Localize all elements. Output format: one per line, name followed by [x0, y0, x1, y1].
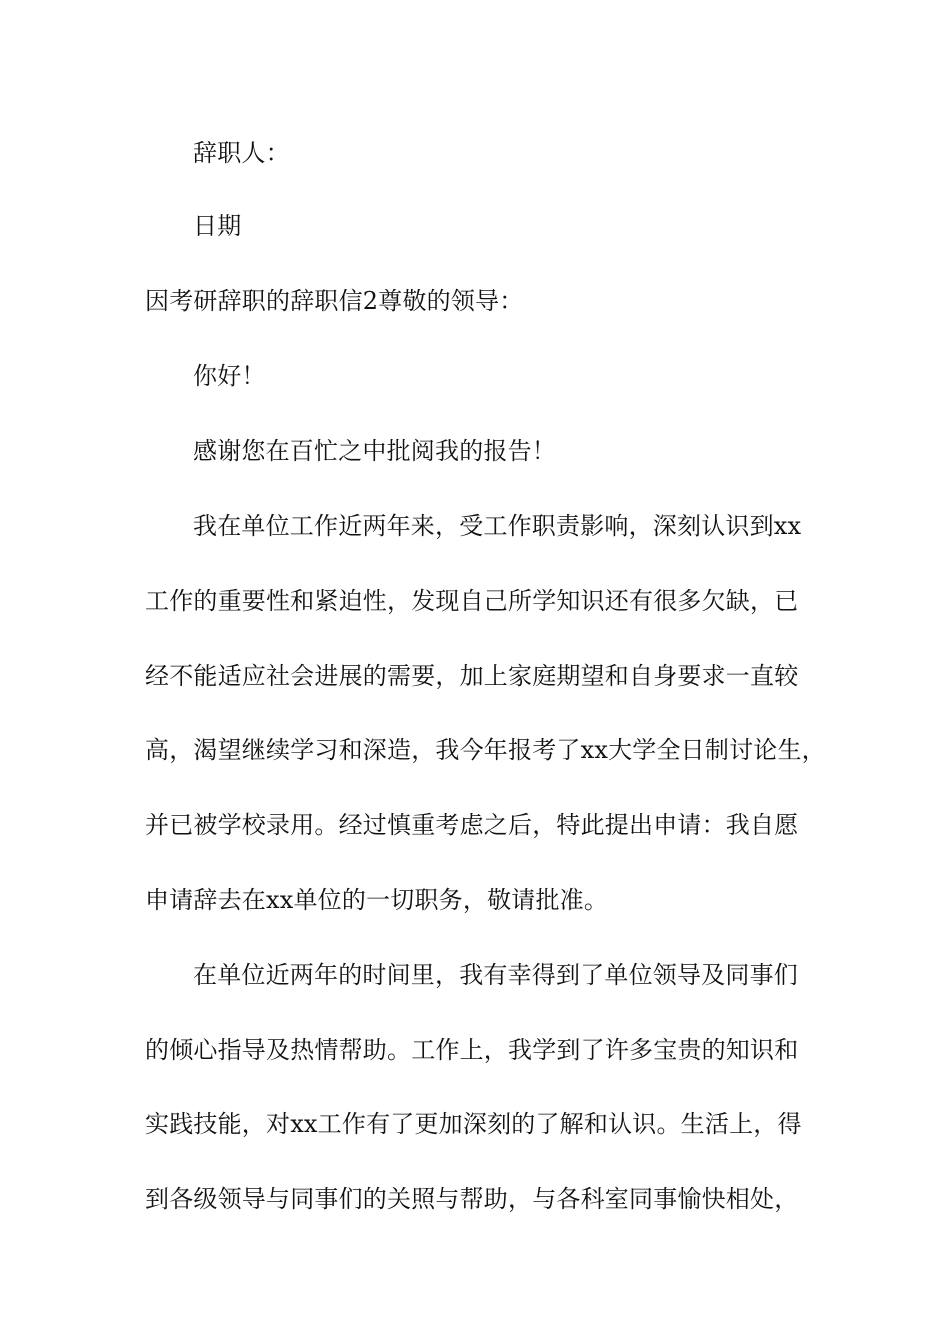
paragraph-line: 实践技能，对xx工作有了更加深刻的了解和认识。生活上，得 [145, 1110, 802, 1138]
date-label: 日期 [193, 212, 242, 240]
thanks-line: 感谢您在百忙之中批阅我的报告！ [193, 437, 556, 465]
paragraph-line: 经不能适应社会进展的需要，加上家庭期望和自身要求一直较 [145, 662, 799, 690]
letter-title: 因考研辞职的辞职信2尊敬的领导： [145, 287, 524, 315]
paragraph-line: 的倾心指导及热情帮助。工作上，我学到了许多宝贵的知识和 [145, 1036, 799, 1064]
signature-label: 辞职人： [193, 139, 290, 167]
paragraph-line: 我在单位工作近两年来，受工作职责影响，深刻认识到xx [193, 512, 802, 540]
paragraph-line: 申请辞去在xx单位的一切职务，敬请批准。 [145, 886, 609, 914]
paragraph-line: 并已被学校录用。经过慎重考虑之后，特此提出申请：我自愿 [145, 811, 799, 839]
paragraph-line: 到各级领导与同事们的关照与帮助，与各科室同事愉快相处， [145, 1185, 799, 1213]
paragraph-line: 高，渴望继续学习和深造，我今年报考了xx大学全日制讨论生， [145, 736, 826, 764]
paragraph-line: 在单位近两年的时间里，我有幸得到了单位领导及同事们 [193, 961, 798, 989]
greeting: 你好！ [193, 362, 266, 390]
paragraph-line: 工作的重要性和紧迫性，发现自己所学知识还有很多欠缺，已 [145, 587, 799, 615]
